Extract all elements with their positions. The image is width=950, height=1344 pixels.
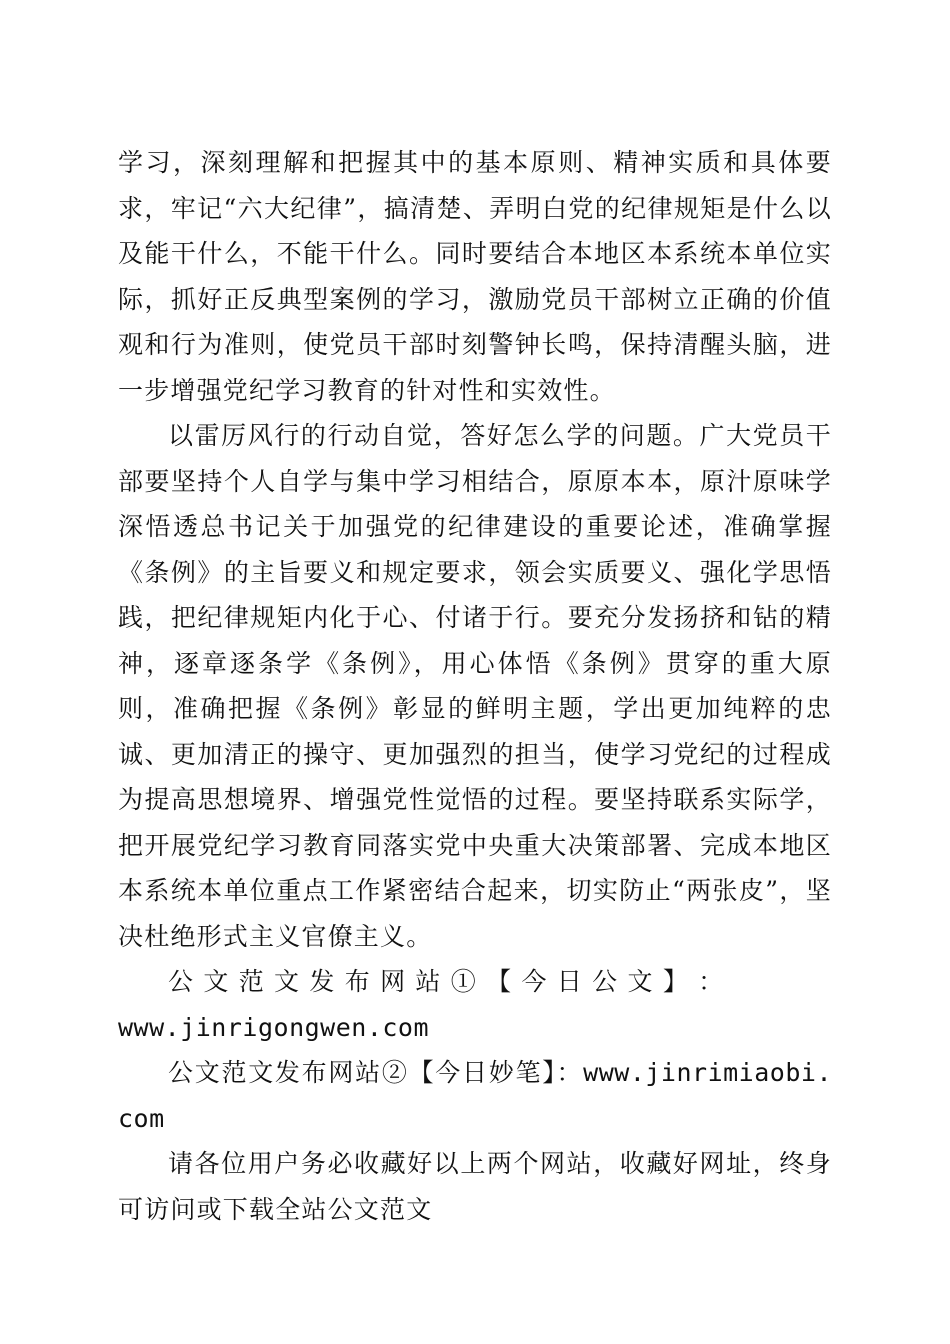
site2-line xyxy=(118,1050,832,1141)
paragraph-how-to-learn: 以雷厉风行的行动自觉，答好怎么学的问题。广大党员干部要坚持个人自学与集中学习相结合，原原本本，原汁原味学深悟透总书记关于加强党的纪律建设的重要论述，准确掌握《条例》的主旨要义和规定要求，领会实质要义、强化学思悟践，把纪律规矩内化于心、付诸于行。要充分发扬挤和钻的精神，逐章逐条学《条例》，用心体悟《条例》贯穿的重大原则，准确把握《条例》彰显的鲜明主题，学出更加纯粹的忠诚、更加清正的操守、更加强烈的担当，使学习党纪的过程成为提高思想境界、增强党性觉悟的过程。要坚持联系实际学，把开展党纪学习教育同落实党中央重大决策部署、完成本地区本系统本单位重点工作紧密结合起来，切实防止“两张皮”，坚决杜绝形式主义官僚主义。 xyxy=(118,421,832,951)
site2-url: www.jinrimiaobi.com xyxy=(118,1058,832,1133)
site1-label: 公 文 范 文 发 布 网 站 ① 【 今 日 公 文 】 ： xyxy=(168,967,725,996)
document-body xyxy=(118,140,832,1232)
site1-url: www.jinrigongwen.com xyxy=(118,1012,430,1042)
bookmark-notice: 请各位用户务必收藏好以上两个网站，收藏好网址，终身可访问或下载全站公文范文 xyxy=(118,1149,832,1224)
paragraph-continuation: 学习，深刻理解和把握其中的基本原则、精神实质和具体要求，牢记“六大纪律”，搞清楚、弄明白党的纪律规矩是什么以及能干什么，不能干什么。同时要结合本地区本系统本单位实际，抓好正反典型案例的学习，激励党员干部树立正确的价值观和行为准则，使党员干部时刻警钟长鸣，保持清醒头脑，进一步增强党纪学习教育的针对性和实效性。 xyxy=(118,148,832,405)
site2-label: 公文范文发布网站②【今日妙笔】： xyxy=(168,1058,584,1087)
